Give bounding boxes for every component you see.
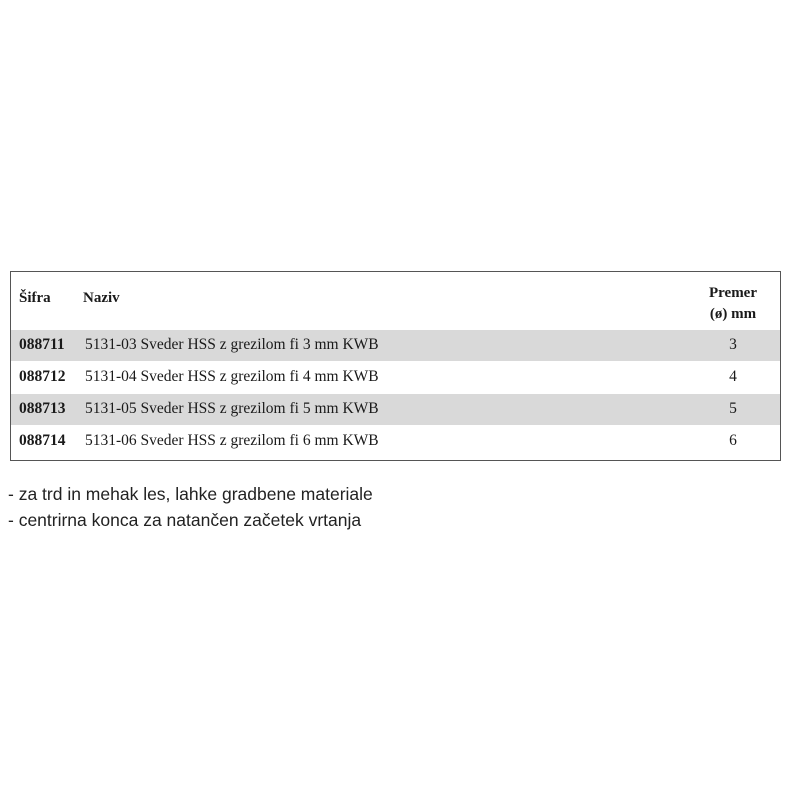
table-row [11,362,780,393]
row-name: 5131-06 Sveder HSS z grezilom fi 6 mm KWB [85,432,379,449]
row-code: 088713 [19,400,66,417]
header-name: Naziv [83,290,120,306]
note-line: - za trd in mehak les, lahke gradbene materiale [8,484,373,504]
row-diameter: 5 [729,400,737,417]
header-diameter [698,283,768,325]
row-code: 088711 [19,336,65,353]
table-row [11,330,780,361]
table-row [11,394,780,425]
header-diameter-line1: Premer [708,285,758,301]
row-name: 5131-05 Sveder HSS z grezilom fi 5 mm KWB [85,400,379,417]
note-line: - centrirna konca za natančen začetek vrtanja [8,510,362,530]
row-code: 088714 [19,432,66,449]
product-table [10,271,781,461]
table-row [11,426,780,457]
header-diameter-line2: (ø) mm [709,306,757,322]
row-diameter: 3 [729,336,737,353]
row-name: 5131-03 Sveder HSS z grezilom fi 3 mm KWB [85,336,379,353]
row-diameter: 6 [729,432,737,449]
row-diameter: 4 [729,368,737,385]
table-header [11,272,780,330]
feature-notes [8,481,373,533]
header-code: Šifra [19,290,51,306]
row-name: 5131-04 Sveder HSS z grezilom fi 4 mm KWB [85,368,379,385]
row-code: 088712 [19,368,66,385]
